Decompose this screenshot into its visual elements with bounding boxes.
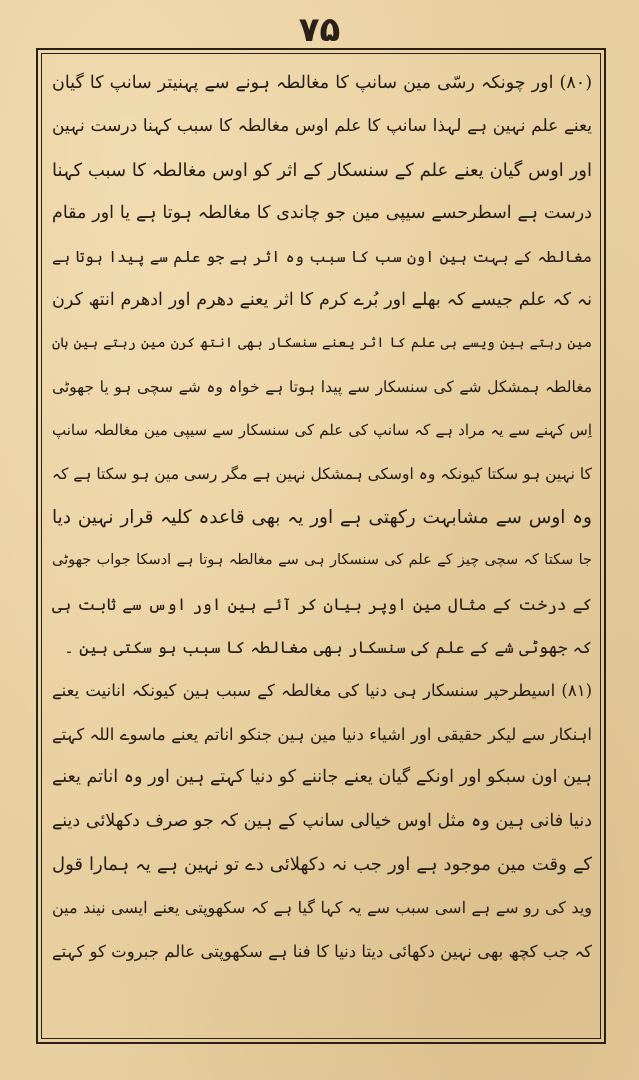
text-line: کے وقت مین موجود ہے اور جب نہ دکھلائی دے تو نہین ہے یہ ہمارا قول	[52, 854, 592, 876]
text-line: اہنکار سے لیکر حقیقی اور اشیاء دنیا مین ہین جنکو اناتم یعنے ماسوے اللہ کہتے	[52, 724, 592, 744]
text-line: اور اوس گیان یعنے علم کے سنسکار کے اثر کو اوس مغالطہ کا سبب کہنا	[52, 159, 592, 181]
text-line: وہ اوس سے مشابہت رکھتی ہے اور یہ بھی قاعدہ کلیہ قرار نہین دیا	[52, 506, 592, 528]
urdu-body-text	[52, 62, 592, 1032]
text-line: وید کی رو سے ہے اسی سبب سے یہ کہا گیا ہے کہ سکھوپتی یعنے ایسی نیند مین	[52, 898, 592, 918]
text-line: ہین اون سبکو اور اونکے گیان یعنے جاننے کو دنیا کہتے ہین اور وہ اناتم یعنے	[52, 767, 592, 788]
text-line: جا سکتا کہ سچی چیز کے علم کی سنسکار ہی سے مغالطہ ہوتا ہے ادسکا جواب جھوٹی	[52, 552, 592, 569]
text-line: یعنے علم نہین ہے لہذا سانپ کا علم اوس مغالطہ کا سبب کہنا درست نہین	[52, 116, 592, 137]
text-line: دنیا فانی ہین وہ مثل اوس خیالی سانپ کے ہین کہ جو صرف دکھلائی دینے	[52, 810, 592, 831]
text-line: کے درخت کے مثال مین اوپر بیان کر آئے ہین اور اوس سے ثابت ہی	[52, 594, 592, 614]
text-line: اِس کہنے سے یہ مراد ہے کہ سانپ کی علم کی سنسکار سے سیپی مین مغالطہ سانپ	[52, 421, 592, 440]
text-line: (۸۱) اسیطرحپر سنسکار ہی دنیا کی مغالطہ کے سبب ہین کیونکہ انانیت یعنے	[52, 681, 592, 701]
text-line: مغالطہ ہمشکل شے کی سنسکار سے پیدا ہوتا ہے خواہ وہ شے سچی ہو یا جھوٹی	[52, 377, 592, 396]
text-line: (۸۰) اور چونکہ رسّی مین سانپ کا مغالطہ ہونے سے پہنیتر سانپ کا گیان	[52, 73, 592, 93]
text-line: کہ جب کچھ بھی نہین دکھائی دیتا دنیا کا فنا ہے سکھوپتی عالم جبروت کو کہتے	[52, 941, 592, 961]
page-number: ۷۵	[298, 10, 341, 50]
text-line: درست ہے اسطرحسے سیپی مین جو چاندی کا مغالطہ ہوتا ہے یا اور مقام	[52, 203, 592, 224]
text-line-paragraph-end: کہ جھوٹی شے کے علم کی سنسکار بھی مغالطہ کا سبب ہو سکتی ہین ۔	[64, 638, 592, 658]
text-line: مغالطہ کے بہت ہین اون سب کا سبب وہ اثر ہے جو علم سے پیدا ہوتا ہے	[52, 247, 592, 266]
text-line: کا نہین ہو سکتا کیونکہ وہ اوسکی ہمشکل نہین ہے مگر رسی مین ہو سکتا ہے کہ	[52, 464, 592, 483]
text-line: مین رہتے ہین ویسے ہی علم کا اثر یعنے سنسکار بھی انتھ کرن مین رہتے ہین ہان	[52, 335, 592, 352]
text-line: نہ کہ علم جیسے کہ بھلے اور بُرے کرم کا اثر یعنے دھرم اور ادھرم انتھ کرن	[52, 289, 592, 310]
